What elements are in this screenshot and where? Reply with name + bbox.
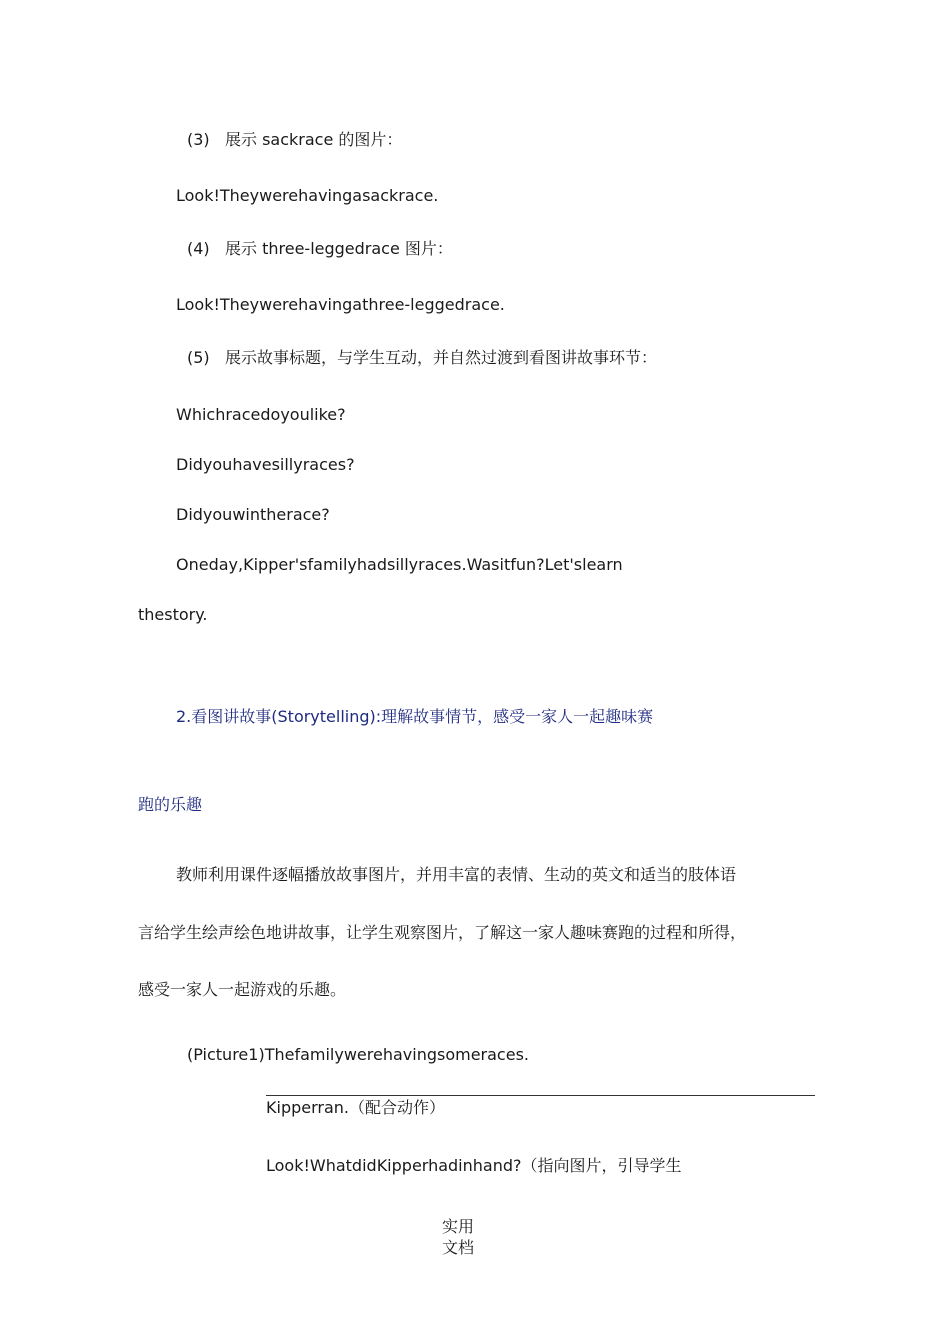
section-heading: 2.看图讲故事(Storytelling):理解故事情节，感受一家人一起趣味赛 bbox=[176, 707, 654, 726]
section-heading-continued: 跑的乐趣 bbox=[138, 795, 203, 814]
footer-line: 实用 bbox=[442, 1217, 475, 1236]
list-item-text: 展示 three-leggedrace 图片： bbox=[225, 239, 453, 258]
list-item-text: 展示 sackrace 的图片： bbox=[225, 130, 403, 149]
question-line: Didyouhavesillyraces? bbox=[176, 455, 355, 474]
example-sentence: Look!Theywerehavingasackrace. bbox=[176, 186, 439, 205]
question-line: Whichracedoyoulike? bbox=[176, 405, 346, 424]
list-item-5 bbox=[187, 348, 657, 368]
divider bbox=[266, 1095, 815, 1096]
example-sentence: Look!Theywerehavingathree-leggedrace. bbox=[176, 295, 505, 314]
list-item-text: 展示故事标题，与学生互动，并自然过渡到看图讲故事环节： bbox=[225, 348, 658, 367]
list-number: (4) bbox=[187, 239, 210, 258]
list-number: (5) bbox=[187, 348, 210, 367]
list-item-4 bbox=[187, 239, 453, 259]
list-number: (3) bbox=[187, 130, 210, 149]
paragraph-line: Oneday,Kipper'sfamilyhadsillyraces.Wasitfun?Let'slearn bbox=[176, 555, 623, 574]
picture-caption: (Picture1)Thefamilywerehavingsomeraces. bbox=[187, 1045, 529, 1064]
page-footer bbox=[442, 1216, 482, 1258]
list-item-3 bbox=[187, 130, 402, 150]
body-paragraph-line: 教师利用课件逐幅播放故事图片，并用丰富的表情、生动的英文和适当的肢体语 bbox=[176, 865, 737, 884]
paragraph-line: thestory. bbox=[138, 605, 208, 624]
body-paragraph-line: 感受一家人一起游戏的乐趣。 bbox=[138, 980, 347, 999]
body-paragraph-line: 言给学生绘声绘色地讲故事，让学生观察图片，了解这一家人趣味赛跑的过程和所得， bbox=[138, 923, 747, 942]
question-line: Didyouwintherace? bbox=[176, 505, 330, 524]
picture-note: Kipperran.（配合动作） bbox=[266, 1098, 446, 1117]
picture-note: Look!WhatdidKipperhadinhand?（指向图片，引导学生 bbox=[266, 1156, 682, 1175]
footer-line: 文档 bbox=[442, 1238, 475, 1257]
